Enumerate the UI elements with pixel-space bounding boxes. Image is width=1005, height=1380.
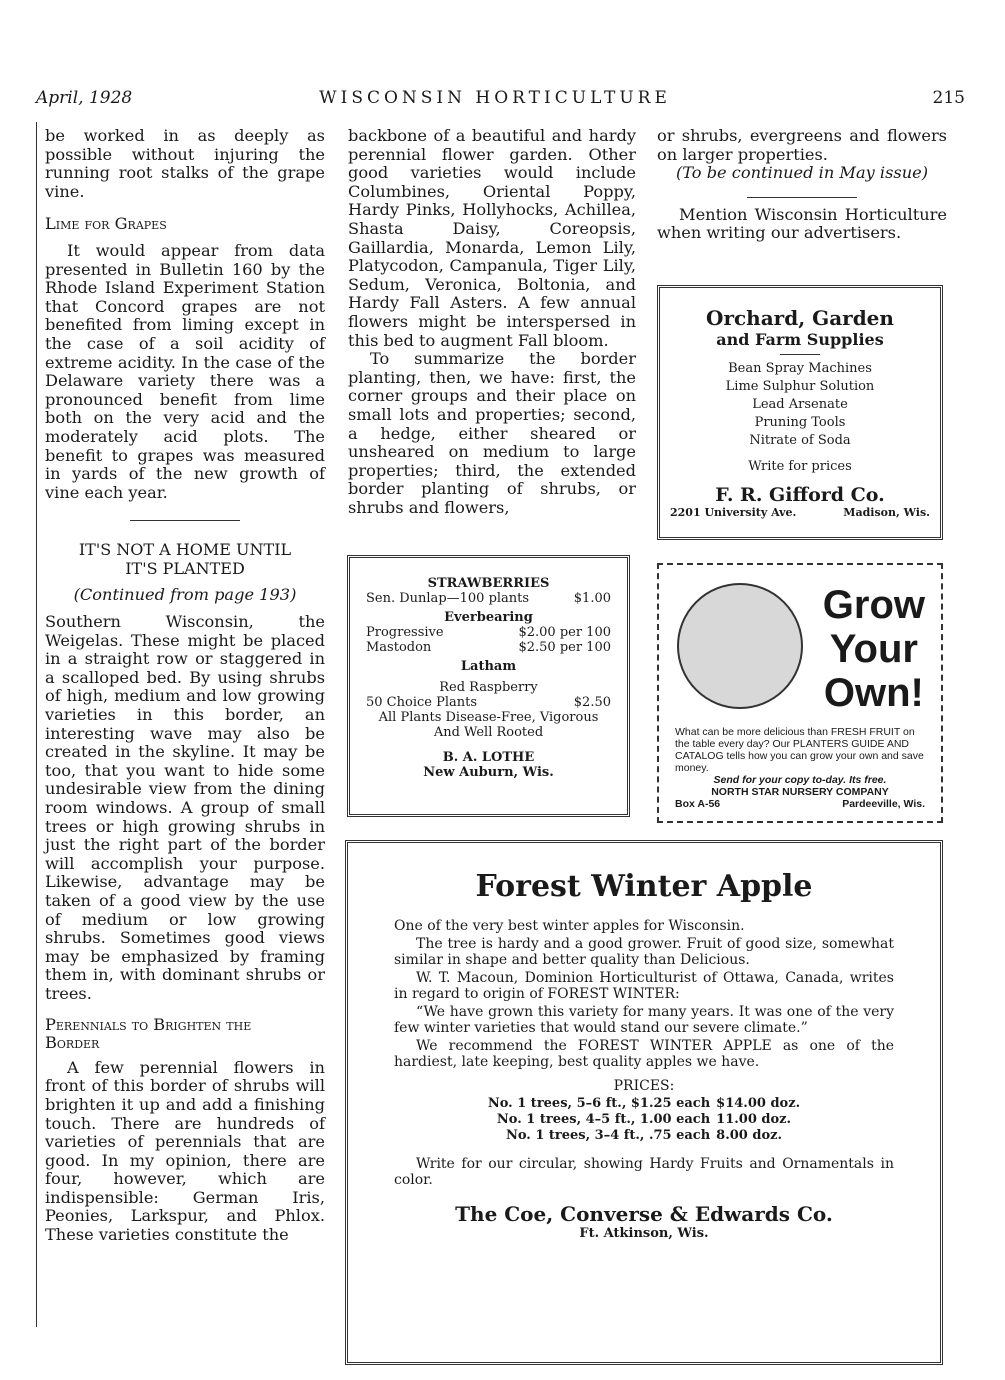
ad-title: Orchard, Garden — [706, 306, 894, 330]
ad-title: Forest Winter Apple — [475, 869, 813, 904]
paragraph: To summarize the border planting, then, we have: first, the corner groups and their place on small lots and properties; second, a hedge, either sheared or unsheared on medium to large properties; third, the extended border planting of shrubs, or shrubs and flowers, — [348, 349, 636, 517]
ad-text: Write for our circular, showing Hardy Fruits and Ornamentals in color. — [394, 1156, 894, 1188]
ad-firm: F. R. Gifford Co. — [715, 484, 885, 506]
ad-headline — [823, 583, 925, 715]
cottage-illustration — [677, 583, 803, 709]
paragraph: A few perennial flowers in front of this border of shrubs will brighten it up and add a finishing touch. There are hundreds of varieties of perennials that are good. In my opinion, there are four, however, which are indispensible: German Iris, Peonies, Larkspur, and Phlox. These varieties constitute the — [45, 1057, 325, 1245]
continuation-note: (To be continued in May issue) — [675, 163, 929, 183]
ad-call: Write for prices — [748, 459, 852, 474]
price-value: 11.00 doz. — [716, 1112, 792, 1127]
section-heading: Lime for Grapes — [45, 214, 167, 234]
ad-firm: NORTH STAR NURSERY COMPANY — [711, 786, 889, 798]
column-3 — [657, 127, 947, 243]
ad-city: New Auburn, Wis. — [423, 765, 554, 780]
headline-word: Your — [829, 627, 918, 671]
ad-text: “We have grown this variety for many years. It was one of the very few winter varieties that would stand our severe climate.” — [394, 1004, 894, 1036]
ad-text: We recommend the FOREST WINTER APPLE as one of the hardiest, late keeping, best quality apples we have. — [394, 1038, 894, 1070]
ad-box: Box A-56 — [675, 798, 721, 810]
coe-advertisement — [345, 840, 943, 1365]
gifford-advertisement — [657, 285, 943, 540]
prices-heading: PRICES: — [613, 1078, 675, 1094]
north-star-advertisement — [657, 563, 943, 823]
article-title: IT'S PLANTED — [125, 558, 245, 578]
ad-item: Bean Spray Machines — [728, 361, 872, 376]
article-title: IT'S NOT A HOME UNTIL — [78, 540, 292, 560]
section-heading: Border — [45, 1033, 100, 1053]
ad-call: Send for your copy to-day. Its free. — [713, 774, 887, 786]
ad-price: $1.00 — [573, 591, 611, 606]
ad-item: Progressive — [366, 625, 444, 640]
headline-word: Own! — [823, 671, 924, 715]
column-rule — [36, 122, 37, 1327]
paragraph: It would appear from data presented in Bulletin 160 by the Rhode Island Experiment Station that Concord grapes are not benefited from liming except in the case of a soil acidity of extreme acidity. In the case of the Delaware variety there was a pronounced benefit from lime both on the very acid and the moderately acid plots. The benefit to grapes was measured in yards of the new growth of vine each year. — [45, 240, 325, 502]
headline-word: Grow — [822, 583, 925, 627]
ad-item: Lime Sulphur Solution — [725, 379, 875, 394]
ad-price: $2.00 per 100 — [518, 625, 611, 640]
price-value: $14.00 doz. — [716, 1096, 801, 1111]
ad-note: All Plants Disease-Free, Vigorous And Well Rooted — [378, 710, 599, 740]
price-value: 8.00 doz. — [716, 1128, 783, 1143]
paragraph: Mention Wisconsin Horticulture when writing our advertisers. — [657, 204, 947, 243]
divider — [747, 197, 857, 198]
ad-city: Madison, Wis. — [843, 506, 930, 519]
ad-heading: Red Raspberry — [439, 680, 538, 695]
paragraph: Southern Wisconsin, the Weigelas. These might be placed in a straight row or staggered in a scalloped bed. By using shrubs of high, medium and low growing varieties in this border, an interesting wave may also be created in the skyline. It may be too, that you want to hide some undesirable view from the dining room windows. A group of small trees or high growing shrubs in just the right part of the border will accomplish your purpose. Likewise, advantage may be taken of a good view by the use of medium or low growing shrubs. Sometimes good views may be emphasized by framing them in, with dominant shrubs or trees. — [45, 612, 325, 1003]
price-item: No. 1 trees, 3–4 ft., .75 each — [505, 1128, 711, 1143]
paragraph: be worked in as deeply as possible without injuring the running root stalks of the grape vine. — [45, 126, 325, 201]
ad-title: STRAWBERRIES — [427, 576, 550, 591]
ad-price: $2.50 per 100 — [518, 640, 611, 655]
ad-body — [675, 726, 925, 810]
ad-text: What can be more delicious than FRESH FRUIT on the table every day? Our PLANTERS GUIDE AND CATALOG tells how you can grow your own and save money. — [675, 726, 924, 774]
page-number: 215 — [932, 88, 965, 108]
ad-text: One of the very best winter apples for Wisconsin. — [394, 918, 745, 934]
ad-heading: Latham — [460, 659, 517, 674]
ad-firm: B. A. LOTHE — [442, 750, 535, 765]
ad-city: Ft. Atkinson, Wis. — [579, 1226, 709, 1241]
paragraph: or shrubs, evergreens and flowers on larger properties. — [657, 126, 947, 164]
price-item: No. 1 trees, 4–5 ft., 1.00 each — [496, 1112, 711, 1127]
ad-item: Pruning Tools — [754, 415, 846, 430]
ad-text: W. T. Macoun, Dominion Horticulturist of Ottawa, Canada, writes in regard to origin of FOREST WINTER: — [394, 970, 894, 1002]
ad-item: Lead Arsenate — [752, 397, 848, 412]
continuation-note: (Continued from page 193) — [73, 585, 297, 605]
section-heading: Perennials to Brighten the — [45, 1014, 252, 1034]
header-date: April, 1928 — [36, 88, 133, 108]
column-1 — [45, 127, 325, 1245]
divider — [130, 520, 240, 521]
journal-title: WISCONSIN HORTICULTURE — [319, 88, 671, 108]
column-2 — [348, 127, 636, 517]
ad-item: Sen. Dunlap—100 plants — [366, 591, 530, 606]
ad-heading: Everbearing — [444, 610, 533, 625]
ad-city: Pardeeville, Wis. — [842, 798, 925, 810]
price-item: No. 1 trees, 5–6 ft., $1.25 each — [487, 1096, 711, 1111]
ad-subtitle: and Farm Supplies — [716, 330, 884, 349]
ad-firm: The Coe, Converse & Edwards Co. — [455, 1202, 833, 1226]
lothe-advertisement — [347, 555, 630, 817]
ad-price: $2.50 — [573, 695, 611, 710]
ad-item: Mastodon — [366, 640, 432, 655]
ad-item: 50 Choice Plants — [366, 695, 478, 710]
paragraph: backbone of a beautiful and hardy perennial flower garden. Other good varieties would include Columbines, Oriental Poppy, Hardy Pinks, Hollyhocks, Achillea, Shasta Daisy, Coreopsis, Gaillardia, Monarda, Lemon Lily, Platycodon, Campanula, Tiger Lily, Sedum, Veronica, Boltonia, and Hardy Fall Asters. A few annual flowers might be interspersed in this bed to augment Fall bloom. — [348, 126, 636, 350]
ad-text: The tree is hardy and a good grower. Fruit of good size, somewhat similar in shape and better quality than Delicious. — [394, 936, 894, 968]
divider — [780, 354, 820, 355]
ad-street: 2201 University Ave. — [670, 506, 797, 519]
ad-item: Nitrate of Soda — [749, 433, 851, 448]
